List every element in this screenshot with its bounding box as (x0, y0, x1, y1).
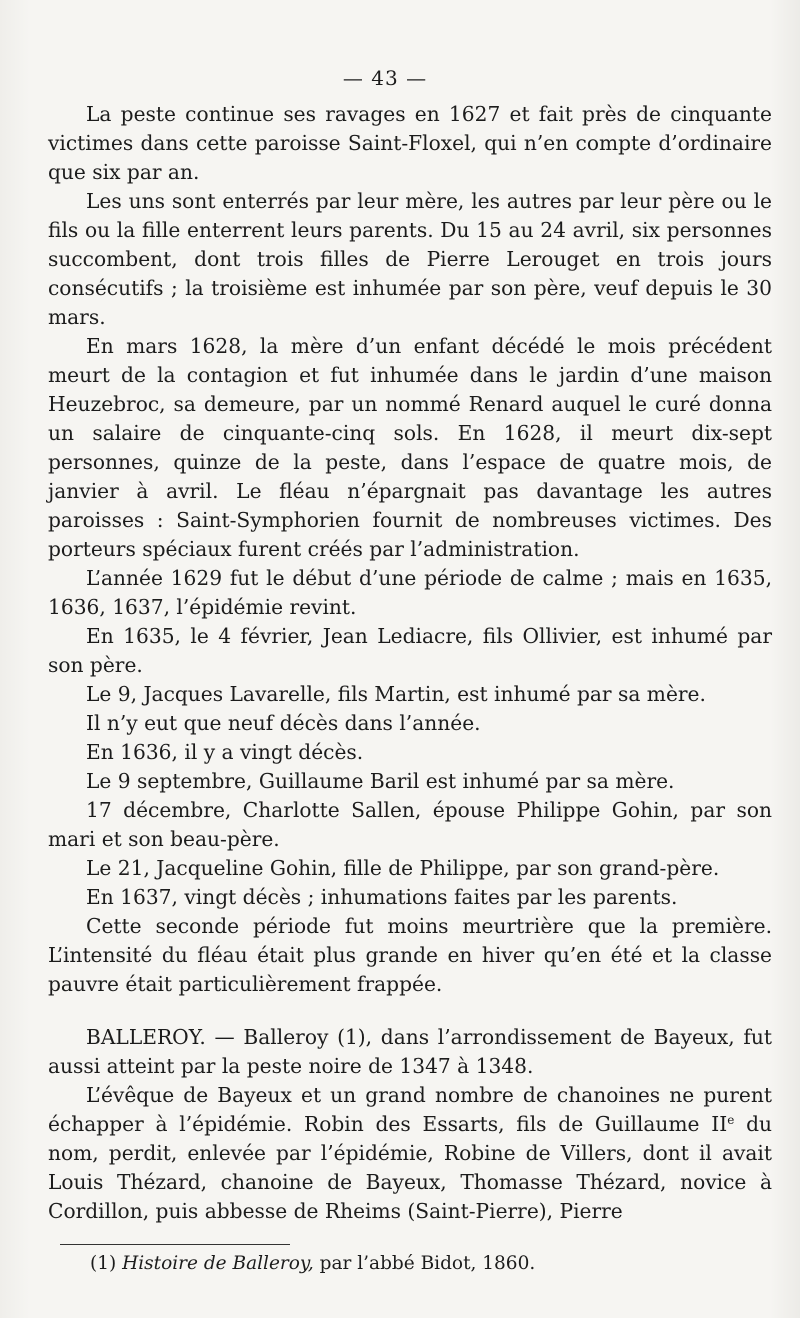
paragraph-eveque-part1: L’évêque de Bayeux et un grand nombre de chanoines ne purent échapper à l’épidémie. Robin des Essarts, fils de Guillaume II (48, 1083, 772, 1136)
footnote-divider (60, 1244, 290, 1245)
paragraph: En 1637, vingt décès ; inhumations faites par les parents. (86, 885, 678, 909)
paragraph: Le 21, Jacqueline Gohin, fille de Philippe, par son grand-père. (86, 856, 720, 880)
paragraph-eveque (48, 1081, 772, 1226)
footnote-marker: (1) (90, 1253, 117, 1274)
paragraph: Il n’y eut que neuf décès dans l’année. (86, 711, 481, 735)
paragraph: En mars 1628, la mère d’un enfant décédé le mois précédent meurt de la contagion et fut inhumée dans le jardin d’une maison Heuzebroc, sa demeure, par un nommé Renard auquel le curé donna un salaire de cinquante-cinq sols. En 1628, il meurt dix-sept personnes, quinze de la peste, dans l’espace de quatre mois, de janvier à avril. Le fléau n’épargnait pas davantage les autres paroisses : Saint-Symphorien fournit de nombreuses victimes. Des porteurs spéciaux furent créés par l’administration. (48, 334, 772, 561)
footnote-title: Histoire de Balleroy, (122, 1253, 314, 1274)
paragraph: En 1635, le 4 février, Jean Lediacre, fils Ollivier, est inhumé par son père. (48, 624, 772, 677)
paragraph: Le 9, Jacques Lavarelle, fils Martin, est inhumé par sa mère. (86, 682, 706, 706)
paragraph-balleroy: BALLEROY. — Balleroy (1), dans l’arrondissement de Bayeux, fut aussi atteint par la peste noire de 1347 à 1348. (48, 1025, 772, 1078)
paragraph: Le 9 septembre, Guillaume Baril est inhumé par sa mère. (86, 769, 675, 793)
page-number: — 43 — (342, 66, 428, 90)
paragraph: En 1636, il y a vingt décès. (86, 740, 364, 764)
footnote-text: par l’abbé Bidot, 1860. (319, 1253, 536, 1274)
body-text (48, 100, 772, 1226)
paragraph-eveque-part2: du nom, perdit, enlevée par l’épidémie, Robine de Villers, dont il avait Louis Thézard, chanoine de Bayeux, Thomasse Thézard, novice à Cordillon, puis abbesse de Rheims (Saint-Pierre), Pierre (48, 1112, 772, 1223)
footnote (90, 1252, 770, 1276)
superscript: e (727, 1113, 735, 1127)
paragraph: 17 décembre, Charlotte Sallen, épouse Philippe Gohin, par son mari et son beau-père. (48, 798, 772, 851)
paragraph: L’année 1629 fut le début d’une période de calme ; mais en 1635, 1636, 1637, l’épidémie revint. (48, 566, 772, 619)
paragraph: Les uns sont enterrés par leur mère, les autres par leur père ou le fils ou la fille enterrent leurs parents. Du 15 au 24 avril, six personnes succombent, dont trois filles de Pierre Lerouget en trois jours consécutifs ; la troisième est inhumée par son père, veuf depuis le 30 mars. (48, 189, 772, 329)
paragraph: La peste continue ses ravages en 1627 et fait près de cinquante victimes dans cette paroisse Saint-Floxel, qui n’en compte d’ordinaire que six par an. (48, 102, 772, 184)
paragraph: Cette seconde période fut moins meurtrière que la première. L’intensité du fléau était plus grande en hiver qu’en été et la classe pauvre était particulièrement frappée. (48, 914, 772, 996)
